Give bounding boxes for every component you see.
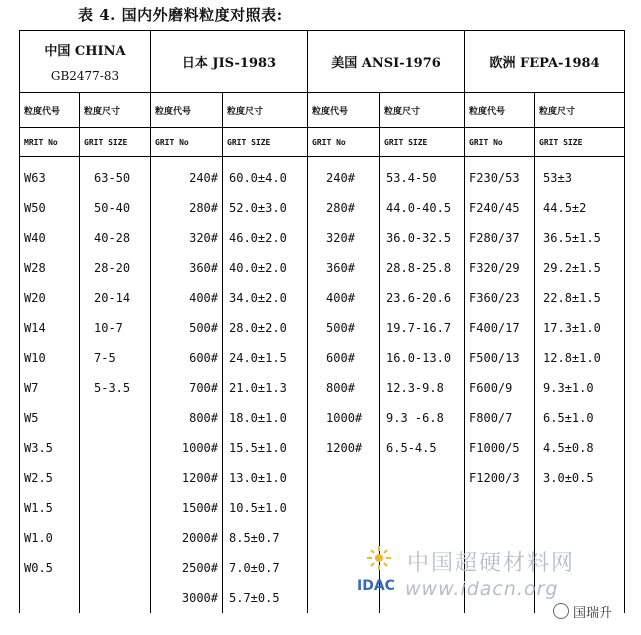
table-cell: 240# — [308, 157, 380, 194]
wechat-account: 国瑞升 — [553, 602, 612, 621]
sub-header-cn-row — [20, 93, 625, 128]
table-row — [20, 253, 625, 283]
table-cell: 44.5±2 — [535, 193, 625, 223]
table-cell — [308, 493, 380, 523]
table-cell: 2500# — [151, 553, 223, 583]
table-cell: 320# — [308, 223, 380, 253]
table-cell: 60.0±4.0 — [223, 157, 308, 194]
table-cell: F1000/5 — [465, 433, 535, 463]
table-cell: W3.5 — [20, 433, 80, 463]
table-cell: 53±3 — [535, 157, 625, 194]
table-cell — [535, 493, 625, 523]
table-cell: F360/23 — [465, 283, 535, 313]
table-cell: 8.5±0.7 — [223, 523, 308, 553]
table-cell: 40-28 — [80, 223, 151, 253]
table-cell: 40.0±2.0 — [223, 253, 308, 283]
table-cell — [380, 493, 465, 523]
table-cell: 3.0±0.5 — [535, 463, 625, 493]
watermark-url: www.idacn.org — [405, 578, 559, 600]
table-cell: F240/45 — [465, 193, 535, 223]
table-cell: W0.5 — [20, 553, 80, 583]
table-cell — [308, 463, 380, 493]
table-cell: W7 — [20, 373, 80, 403]
column-header: GRIT SIZE — [380, 128, 465, 157]
table-cell: 10.5±1.0 — [223, 493, 308, 523]
standard-usa: 美国 ANSI-1976 — [308, 31, 465, 93]
table-cell: F400/17 — [465, 313, 535, 343]
table-cell: 52.0±3.0 — [223, 193, 308, 223]
table-cell: 36.0-32.5 — [380, 223, 465, 253]
table-cell — [80, 433, 151, 463]
table-cell: W10 — [20, 343, 80, 373]
table-cell: 700# — [151, 373, 223, 403]
table-cell — [80, 493, 151, 523]
table-cell: F280/37 — [465, 223, 535, 253]
table-cell — [80, 553, 151, 583]
table-cell: 12.8±1.0 — [535, 343, 625, 373]
table-cell: 36.5±1.5 — [535, 223, 625, 253]
table-cell: 600# — [151, 343, 223, 373]
standard-japan: 日本 JIS-1983 — [151, 31, 308, 93]
table-cell: 500# — [308, 313, 380, 343]
table-cell — [80, 583, 151, 613]
table-cell: 5.7±0.5 — [223, 583, 308, 613]
table-cell: F1200/3 — [465, 463, 535, 493]
column-header: 粒度代号 — [151, 93, 223, 128]
table-cell: 16.0-13.0 — [380, 343, 465, 373]
table-row — [20, 373, 625, 403]
table-row — [20, 463, 625, 493]
table-cell: W28 — [20, 253, 80, 283]
table-cell: 320# — [151, 223, 223, 253]
wechat-icon — [553, 603, 569, 619]
table-cell: 7.0±0.7 — [223, 553, 308, 583]
table-row — [20, 283, 625, 313]
table-cell: 240# — [151, 157, 223, 194]
table-cell: F800/7 — [465, 403, 535, 433]
table-cell: F600/9 — [465, 373, 535, 403]
table-row — [20, 193, 625, 223]
table-cell: W40 — [20, 223, 80, 253]
column-header: GRIT SIZE — [80, 128, 151, 157]
table-title: 表 4. 国内外磨料粒度对照表: — [78, 6, 283, 24]
table-cell — [80, 463, 151, 493]
column-header: GRIT No — [151, 128, 223, 157]
standard-europe: 欧洲 FEPA-1984 — [465, 31, 625, 93]
table-cell: 28-20 — [80, 253, 151, 283]
table-cell: 7-5 — [80, 343, 151, 373]
table-row — [20, 493, 625, 523]
column-header: GRIT No — [308, 128, 380, 157]
table-cell: W63 — [20, 157, 80, 194]
sub-header-en-row — [20, 128, 625, 157]
table-cell: W5 — [20, 403, 80, 433]
table-cell: 24.0±1.5 — [223, 343, 308, 373]
standards-header-row — [20, 31, 625, 93]
column-header: 粒度代号 — [308, 93, 380, 128]
column-header: GRIT SIZE — [223, 128, 308, 157]
table-cell — [20, 583, 80, 613]
table-cell: F230/53 — [465, 157, 535, 194]
watermark-site-name: 中国超硬材料网 — [407, 551, 576, 576]
table-cell: W14 — [20, 313, 80, 343]
table-cell: 1200# — [151, 463, 223, 493]
table-cell: 400# — [308, 283, 380, 313]
column-header: 粒度尺寸 — [535, 93, 625, 128]
table-cell: 12.3-9.8 — [380, 373, 465, 403]
table-cell: 1000# — [308, 403, 380, 433]
table-cell: 6.5±1.0 — [535, 403, 625, 433]
table-cell — [380, 463, 465, 493]
table-cell: 63-50 — [80, 157, 151, 194]
table-cell: 1500# — [151, 493, 223, 523]
table-cell: 17.3±1.0 — [535, 313, 625, 343]
table-cell: 22.8±1.5 — [535, 283, 625, 313]
table-cell: 500# — [151, 313, 223, 343]
table-cell: 280# — [308, 193, 380, 223]
column-header: 粒度尺寸 — [380, 93, 465, 128]
table-cell: W20 — [20, 283, 80, 313]
table-cell: W2.5 — [20, 463, 80, 493]
table-cell: 5-3.5 — [80, 373, 151, 403]
table-cell: F320/29 — [465, 253, 535, 283]
table-cell: 280# — [151, 193, 223, 223]
table-cell: 1200# — [308, 433, 380, 463]
table-cell: 28.0±2.0 — [223, 313, 308, 343]
table-cell: 21.0±1.3 — [223, 373, 308, 403]
table-cell — [80, 403, 151, 433]
table-cell: 13.0±1.0 — [223, 463, 308, 493]
table-cell: 3000# — [151, 583, 223, 613]
table-cell: 29.2±1.5 — [535, 253, 625, 283]
table-row — [20, 313, 625, 343]
table-cell: 360# — [151, 253, 223, 283]
table-cell: 2000# — [151, 523, 223, 553]
column-header: GRIT SIZE — [535, 128, 625, 157]
table-cell: 6.5-4.5 — [380, 433, 465, 463]
table-cell: 800# — [151, 403, 223, 433]
table-cell: 46.0±2.0 — [223, 223, 308, 253]
watermark — [355, 540, 635, 635]
column-header: 粒度代号 — [20, 93, 80, 128]
table-cell: 1000# — [151, 433, 223, 463]
table-cell: 15.5±1.0 — [223, 433, 308, 463]
standard-china: 中国 CHINA GB2477-83 — [20, 31, 151, 93]
table-cell: W1.5 — [20, 493, 80, 523]
column-header: 粒度尺寸 — [223, 93, 308, 128]
table-cell: 18.0±1.0 — [223, 403, 308, 433]
column-header: 粒度尺寸 — [80, 93, 151, 128]
table-row — [20, 433, 625, 463]
table-cell: 4.5±0.8 — [535, 433, 625, 463]
table-cell: 9.3±1.0 — [535, 373, 625, 403]
grit-size-comparison-table — [19, 30, 625, 613]
table-row — [20, 223, 625, 253]
table-cell: 10-7 — [80, 313, 151, 343]
table-row — [20, 157, 625, 194]
column-header: MRIT No — [20, 128, 80, 157]
table-cell — [465, 493, 535, 523]
table-cell: 44.0-40.5 — [380, 193, 465, 223]
table-cell: 400# — [151, 283, 223, 313]
table-cell: F500/13 — [465, 343, 535, 373]
table-row — [20, 403, 625, 433]
table-cell: 34.0±2.0 — [223, 283, 308, 313]
table-cell: 9.3 -6.8 — [380, 403, 465, 433]
table-cell: 800# — [308, 373, 380, 403]
table-cell: 19.7-16.7 — [380, 313, 465, 343]
table-cell: 53.4-50 — [380, 157, 465, 194]
table-cell: 50-40 — [80, 193, 151, 223]
table-cell: 360# — [308, 253, 380, 283]
table-cell: 28.8-25.8 — [380, 253, 465, 283]
column-header: GRIT No — [465, 128, 535, 157]
table-cell: 20-14 — [80, 283, 151, 313]
table-cell: W1.0 — [20, 523, 80, 553]
table-row — [20, 343, 625, 373]
table-cell: 600# — [308, 343, 380, 373]
column-header: 粒度代号 — [465, 93, 535, 128]
table-cell: 23.6-20.6 — [380, 283, 465, 313]
table-cell — [80, 523, 151, 553]
idac-logo-text: IDAC — [357, 578, 395, 594]
table-cell: W50 — [20, 193, 80, 223]
